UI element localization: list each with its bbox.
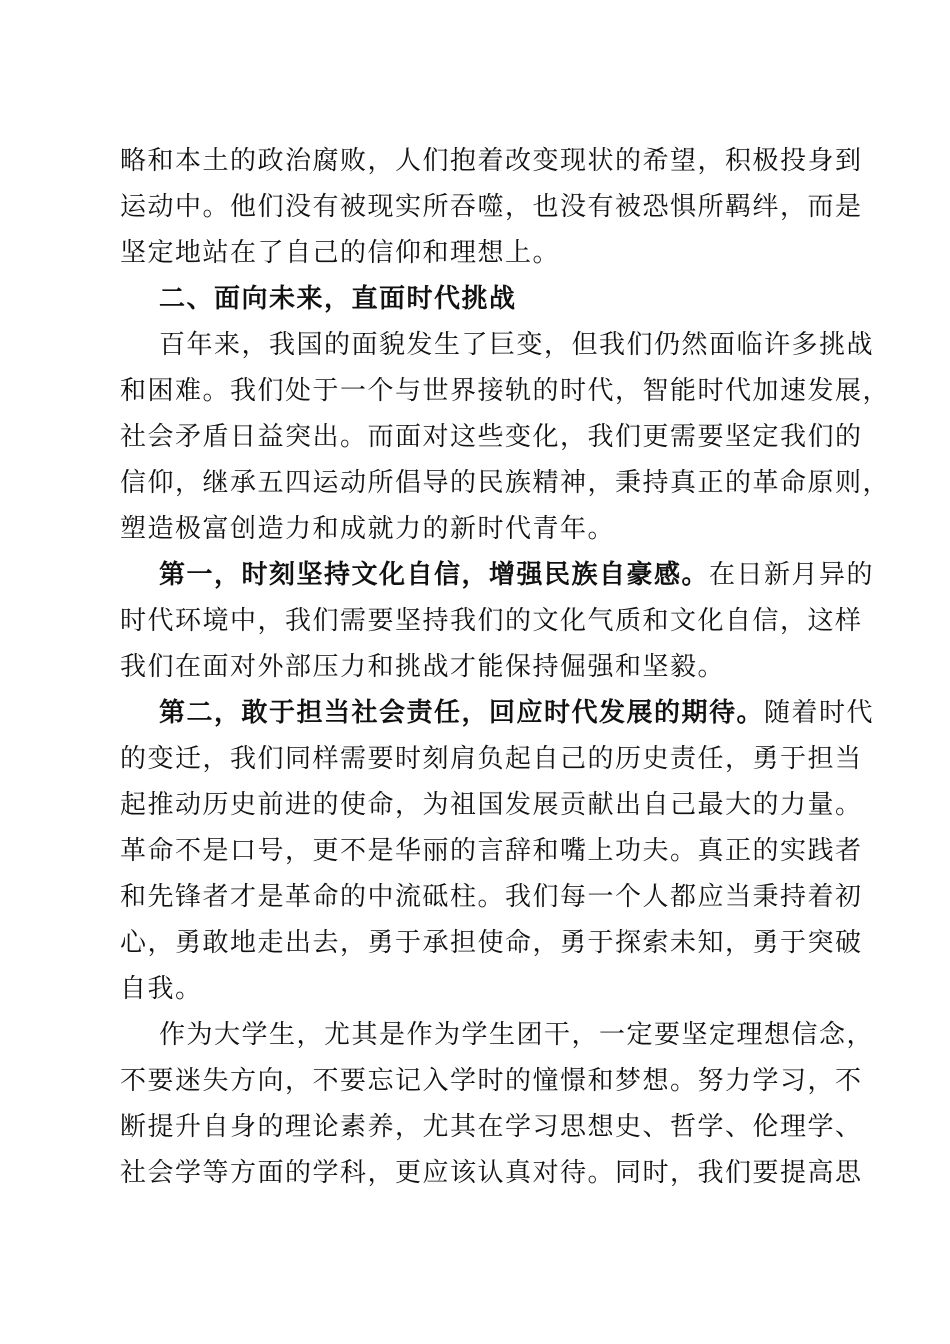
text-line: 我们在面对外部压力和挑战才能保持倔强和坚毅。 [120,652,726,682]
text-span: 在日新月异的 [709,560,875,590]
text-line: 作为大学生，尤其是作为学生团干，一定要坚定理想信念， [159,1020,875,1050]
text-line: 信仰，继承五四运动所倡导的民族精神，秉持真正的革命原则， [120,468,891,498]
text-line-mixed [159,555,875,595]
text-line: 时代环境中，我们需要坚持我们的文化气质和文化自信，这样 [120,606,863,636]
text-line: 和困难。我们处于一个与世界接轨的时代，智能时代加速发展， [120,376,891,406]
text-line: 塑造极富创造力和成就力的新时代青年。 [120,514,616,544]
text-line: 革命不是口号，更不是华丽的言辞和嘴上功夫。真正的实践者 [120,836,863,866]
text-line: 和先锋者才是革命的中流砥柱。我们每一个人都应当秉持着初 [120,882,863,912]
text-line: 社会矛盾日益突出。而面对这些变化，我们更需要坚定我们的 [120,422,863,452]
text-span: 随着时代 [764,698,875,728]
text-line: 社会学等方面的学科，更应该认真对待。同时，我们要提高思 [120,1158,863,1188]
text-line: 不要迷失方向，不要忘记入学时的憧憬和梦想。努力学习，不 [120,1066,863,1096]
text-line: 心，勇敢地走出去，勇于承担使命，勇于探索未知，勇于突破 [120,928,863,958]
text-line: 坚定地站在了自己的信仰和理想上。 [120,238,561,268]
text-line: 略和本土的政治腐败，人们抱着改变现状的希望，积极投身到 [120,146,863,176]
bold-lead: 第二，敢于担当社会责任，回应时代发展的期待。 [159,698,765,728]
bold-lead: 第一，时刻坚持文化自信，增强民族自豪感。 [159,560,710,590]
text-line: 运动中。他们没有被现实所吞噬，也没有被恐惧所羁绊，而是 [120,192,863,222]
text-line: 的变迁，我们同样需要时刻肩负起自己的历史责任，勇于担当 [120,744,863,774]
text-line: 起推动历史前进的使命，为祖国发展贡献出自己最大的力量。 [120,790,863,820]
text-line-mixed [159,693,875,733]
section-heading: 二、面向未来，直面时代挑战 [159,284,517,314]
text-line: 断提升自身的理论素养，尤其在学习思想史、哲学、伦理学、 [120,1112,863,1142]
text-line: 百年来，我国的面貌发生了巨变，但我们仍然面临许多挑战 [159,330,875,360]
text-line: 自我。 [120,974,203,1004]
